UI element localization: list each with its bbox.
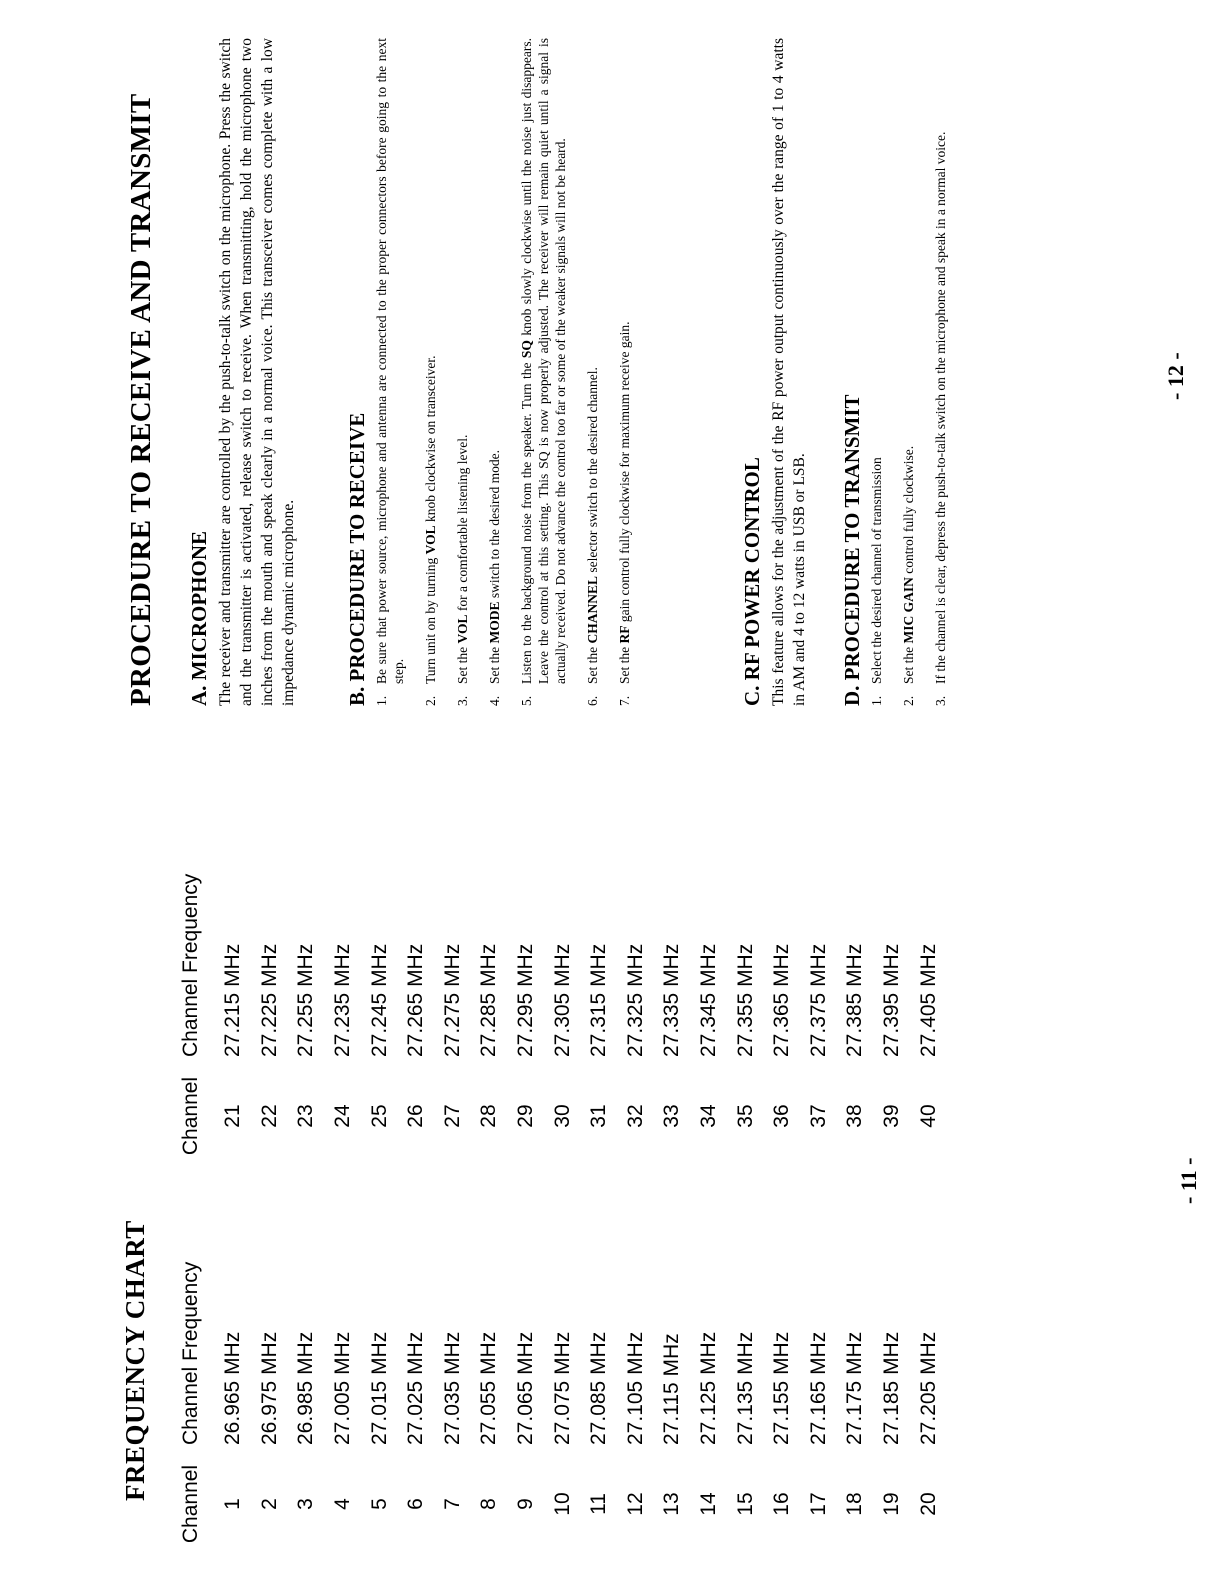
table-row (215, 874, 252, 1157)
channel-number: 37 (806, 1104, 830, 1128)
channel-number: 17 (806, 1492, 830, 1516)
channel-frequency: 27.015 MHz (367, 1331, 391, 1445)
step-text: Set the (455, 643, 470, 684)
step-number: 5. (519, 695, 534, 706)
channel-frequency: 27.175 MHz (843, 1331, 867, 1445)
step-text: Set the (617, 643, 632, 684)
step-text-continued: gain control fully clockwise for maximum receive gain. (617, 321, 632, 626)
channel-frequency: 27.275 MHz (440, 943, 464, 1057)
step-text: If the channel is clear, depress the push-to-talk switch on the microphone and speak in a normal voice. (933, 131, 948, 684)
table-row (435, 874, 472, 1157)
channel-frequency: 27.345 MHz (697, 943, 721, 1057)
table-row (361, 1262, 398, 1545)
channel-frequency: 27.055 MHz (477, 1331, 501, 1445)
table-row (801, 1262, 838, 1545)
step-text-continued: control fully clockwise. (901, 445, 916, 578)
table-row (874, 874, 911, 1157)
frequency-chart-title: FREQUENCY CHART (120, 1220, 150, 1501)
step-text: Be sure that power source, microphone and antenna are connected to the proper connectors before going to the next step. (374, 38, 406, 684)
table-row (398, 874, 435, 1157)
table-row (435, 1262, 472, 1545)
table-row (581, 874, 618, 1157)
receive-procedure-section (345, 38, 648, 706)
channel-number: 28 (477, 1104, 501, 1128)
procedure-step (900, 38, 917, 706)
table-row (325, 1262, 362, 1545)
channel-number: 15 (733, 1492, 757, 1516)
table-row (618, 1262, 655, 1545)
frequency-chart-page (0, 792, 1224, 1584)
microphone-heading: A. MICROPHONE (187, 531, 211, 706)
channel-number: 21 (221, 1104, 245, 1128)
channel-frequency: 27.005 MHz (331, 1331, 355, 1445)
table-row (288, 1262, 325, 1545)
channel-frequency: 27.285 MHz (477, 943, 501, 1057)
frequency-column-header: Channel Frequency (179, 873, 202, 1057)
channel-number: 10 (550, 1492, 574, 1516)
table-row (252, 874, 289, 1157)
channel-number: 3 (294, 1498, 318, 1510)
table-row (508, 874, 545, 1157)
channel-frequency: 27.385 MHz (843, 943, 867, 1057)
table-row (837, 874, 874, 1157)
table-header-row (177, 874, 215, 1157)
channel-number: 18 (843, 1492, 867, 1516)
channel-number: 1 (221, 1498, 245, 1510)
channel-frequency: 27.135 MHz (733, 1331, 757, 1445)
table-row (654, 1262, 691, 1545)
channel-number: 13 (660, 1492, 684, 1516)
table-row (764, 1262, 801, 1545)
channel-frequency: 27.265 MHz (404, 943, 428, 1057)
channel-frequency: 27.075 MHz (550, 1331, 574, 1445)
step-number: 7. (617, 695, 632, 706)
procedure-title: PROCEDURE TO RECEIVE AND TRANSMIT (125, 93, 157, 706)
table-row (764, 874, 801, 1157)
step-text: Select the desired channel of transmission (869, 457, 884, 684)
receive-steps-list (373, 38, 633, 706)
step-text: Set the (585, 643, 600, 684)
channel-number: 11 (587, 1493, 611, 1515)
transmit-heading: D. PROCEDURE TO TRANSMIT (840, 394, 864, 706)
channel-number: 2 (257, 1498, 281, 1510)
procedure-step (486, 38, 503, 706)
channel-frequency: 27.355 MHz (733, 943, 757, 1057)
table-row (215, 1262, 252, 1545)
step-number: 3. (933, 695, 948, 706)
table-row (910, 1262, 947, 1545)
channel-number: 27 (440, 1104, 464, 1128)
channel-frequency: 27.225 MHz (257, 943, 281, 1057)
table-row (581, 1262, 618, 1545)
table-row (398, 1262, 435, 1545)
channel-frequency: 26.965 MHz (221, 1331, 245, 1445)
channel-frequency: 26.985 MHz (294, 1331, 318, 1445)
step-control-name: MIC GAIN (901, 577, 916, 644)
channel-frequency: 27.205 MHz (916, 1331, 940, 1445)
step-text-continued: for a comfortable listening level. (455, 434, 470, 615)
channel-frequency: 27.295 MHz (514, 943, 538, 1057)
transmit-steps-list (868, 38, 949, 706)
step-control-name: VOL (455, 614, 470, 644)
step-number: 2. (901, 695, 916, 706)
frequency-table-channels-21-40 (177, 874, 947, 1157)
table-row (288, 874, 325, 1157)
channel-number: 7 (440, 1498, 464, 1510)
channel-frequency: 27.105 MHz (623, 1331, 647, 1445)
channel-frequency: 27.365 MHz (770, 943, 794, 1057)
procedure-step (584, 38, 601, 706)
table-row (691, 1262, 728, 1545)
receive-heading: B. PROCEDURE TO RECEIVE (345, 412, 369, 706)
procedure-step (518, 38, 569, 706)
channel-number: 4 (331, 1498, 355, 1510)
channel-frequency: 27.395 MHz (879, 943, 903, 1057)
table-row (727, 1262, 764, 1545)
step-text: Listen to the background noise from the speaker. Turn the (519, 358, 534, 684)
table-row (508, 1262, 545, 1545)
step-control-name: VOL (423, 525, 438, 555)
microphone-section (187, 38, 299, 706)
channel-frequency: 27.335 MHz (660, 943, 684, 1057)
channel-frequency: 27.255 MHz (294, 943, 318, 1057)
channel-number: 39 (879, 1104, 903, 1128)
channel-frequency: 27.325 MHz (623, 943, 647, 1057)
channel-frequency: 26.975 MHz (257, 1331, 281, 1445)
channel-frequency: 27.085 MHz (587, 1331, 611, 1445)
rf-power-section (740, 38, 810, 706)
table-row (691, 874, 728, 1157)
step-text-continued: knob slowly clockwise until the noise just disappears. Leave the control at this setting. This SQ is now properly adjusted. The receiver will remain quiet until a signal is actually received. Do not advance the control too far or some of the weaker signals will not be heard. (519, 38, 568, 684)
channel-number: 23 (294, 1104, 318, 1128)
channel-frequency: 27.065 MHz (514, 1331, 538, 1445)
frequency-table-channels-1-20 (177, 1262, 947, 1545)
step-text: Set the (901, 643, 916, 684)
page-number: - 12 - (1163, 352, 1188, 400)
procedure-step (616, 38, 633, 706)
transmit-procedure-section (840, 38, 964, 706)
channel-frequency: 27.405 MHz (916, 943, 940, 1057)
table-row (618, 874, 655, 1157)
step-text: Set the (487, 643, 502, 684)
channel-column-header: Channel (179, 1076, 202, 1156)
channel-frequency: 27.035 MHz (440, 1331, 464, 1445)
table-row (801, 874, 838, 1157)
procedure-step (932, 38, 949, 706)
channel-number: 26 (404, 1104, 428, 1128)
channel-number: 35 (733, 1104, 757, 1128)
step-text: Turn unit on by turning (423, 554, 438, 684)
channel-frequency: 27.315 MHz (587, 943, 611, 1057)
step-control-name: RF (617, 625, 632, 644)
channel-frequency: 27.235 MHz (331, 943, 355, 1057)
channel-frequency: 27.115 MHz (660, 1333, 684, 1445)
channel-number: 32 (623, 1104, 647, 1128)
table-header-row (177, 1262, 215, 1545)
table-row (471, 874, 508, 1157)
channel-number: 16 (770, 1492, 794, 1516)
procedure-step (454, 38, 471, 706)
channel-number: 36 (770, 1104, 794, 1128)
channel-frequency: 27.215 MHz (221, 943, 245, 1057)
table-row (837, 1262, 874, 1545)
step-number: 1. (374, 695, 389, 706)
channel-frequency: 27.025 MHz (404, 1331, 428, 1445)
channel-number: 30 (550, 1104, 574, 1128)
step-number: 4. (487, 695, 502, 706)
table-row (910, 874, 947, 1157)
channel-number: 20 (916, 1492, 940, 1516)
channel-number: 24 (331, 1104, 355, 1128)
channel-frequency: 27.165 MHz (806, 1331, 830, 1445)
channel-frequency: 27.155 MHz (770, 1331, 794, 1445)
table-row (325, 874, 362, 1157)
channel-number: 12 (623, 1492, 647, 1516)
microphone-text: The receiver and transmitter are controlled by the push-to-talk switch on the microphone. Press the switch and the transmitter is activated, release switch to receive. When transmitting, hold the microphone two inches from the mouth and speak clearly in a normal voice. This transceiver comes complete with a low impedance dynamic microphone. (217, 38, 297, 706)
table-row (544, 1262, 581, 1545)
channel-frequency: 27.375 MHz (806, 943, 830, 1057)
channel-frequency: 27.185 MHz (879, 1331, 903, 1445)
procedure-step (373, 38, 407, 706)
channel-number: 5 (367, 1498, 391, 1510)
channel-number: 22 (257, 1104, 281, 1128)
channel-frequency: 27.125 MHz (697, 1331, 721, 1445)
step-number: 1. (869, 695, 884, 706)
table-row (727, 874, 764, 1157)
page-number: - 11 - (1176, 1157, 1201, 1204)
rf-power-heading: C. RF POWER CONTROL (740, 457, 764, 706)
procedure-step (868, 38, 885, 706)
step-control-name: MODE (487, 601, 502, 644)
channel-number: 34 (697, 1104, 721, 1128)
channel-number: 19 (879, 1492, 903, 1516)
step-number: 6. (585, 695, 600, 706)
rf-power-text: This feature allows for the adjustment of the RF power output continuously over the range of 1 to 4 watts in AM and 4 to 12 watts in USB or LSB. (770, 38, 808, 706)
frequency-column-header: Channel Frequency (179, 1261, 202, 1445)
channel-number: 25 (367, 1104, 391, 1128)
channel-frequency: 27.305 MHz (550, 943, 574, 1057)
table-row (252, 1262, 289, 1545)
procedure-step (422, 38, 439, 706)
step-number: 3. (455, 695, 470, 706)
channel-column-header: Channel (179, 1464, 202, 1544)
step-number: 2. (423, 695, 438, 706)
step-control-name: CHANNEL (585, 575, 600, 644)
table-row (471, 1262, 508, 1545)
channel-frequency: 27.245 MHz (367, 943, 391, 1057)
channel-number: 40 (916, 1104, 940, 1128)
channel-number: 6 (404, 1498, 428, 1510)
step-control-name: SQ (519, 340, 534, 359)
channel-number: 29 (514, 1104, 538, 1128)
channel-number: 38 (843, 1104, 867, 1128)
channel-number: 14 (697, 1492, 721, 1516)
table-row (874, 1262, 911, 1545)
step-text-continued: knob clockwise on transceiver. (423, 355, 438, 526)
table-row (544, 874, 581, 1157)
step-text-continued: switch to the desired mode. (487, 450, 502, 602)
channel-number: 9 (514, 1498, 538, 1510)
step-text-continued: selector switch to the desired channel. (585, 367, 600, 576)
channel-number: 31 (587, 1104, 611, 1128)
channel-number: 8 (477, 1498, 501, 1510)
table-row (654, 874, 691, 1157)
table-row (361, 874, 398, 1157)
channel-number: 33 (660, 1104, 684, 1128)
